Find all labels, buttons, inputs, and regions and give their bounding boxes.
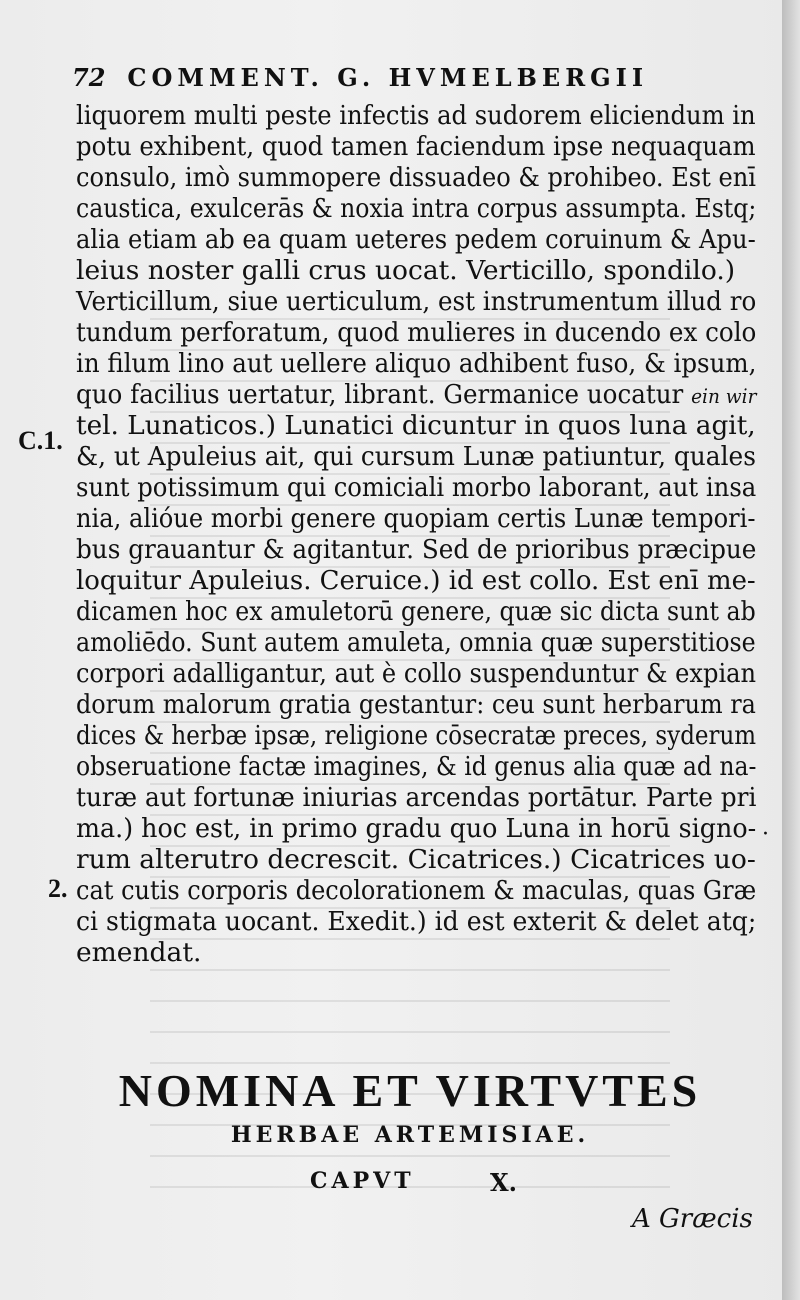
text-line	[76, 379, 757, 410]
text-line: potu exhibent, quod tamen faciendum ipse nequaquam	[76, 131, 756, 162]
italic-gloss: ein wir	[691, 384, 757, 408]
page-number: 72	[72, 63, 106, 92]
text-line: leius noster galli crus uocat. Verticillo, spondilo.)	[76, 255, 736, 286]
catchword: A Græcis	[632, 1204, 753, 1234]
text-line: dices & herbæ ipsæ, religione cōsecratæ preces, syderum	[76, 720, 757, 751]
text-line: tundum perforatum, quod mulieres in ducendo ex colo	[76, 317, 757, 348]
text-line: ma.) hoc est, in primo gradu quo Luna in horū signo-	[76, 813, 757, 844]
section-title: NOMINA ET VIRTVTES	[118, 1065, 702, 1116]
section-subtitle: HERBAE ARTEMISIAE.	[230, 1122, 590, 1148]
text-line: obseruatione factæ imagines, & id genus alia quæ ad na-	[76, 751, 757, 782]
running-title: COMMENT. G. HVMELBERGII	[127, 63, 649, 92]
text-line: Verticillum, siue uerticulum, est instrumentum illud ro	[76, 286, 757, 317]
text-line: consulo, imò summopere dissuadeo & prohibeo. Est enī	[76, 162, 756, 193]
text-line: nia, alióue morbi genere quopiam certis Lunæ tempori-	[76, 503, 756, 534]
text-line: dorum malorum gratia gestantur: ceu sunt herbarum ra	[76, 689, 756, 720]
marginal-note-2: 2.	[48, 874, 68, 903]
text-line: rum alterutro decrescit. Cicatrices.) Cicatrices uo-	[76, 844, 756, 875]
body-text	[76, 100, 756, 968]
text-line: corpori adalligantur, aut è collo suspenduntur & expian	[76, 658, 757, 689]
text-line: turæ aut fortunæ iniurias arcendas portātur. Parte pri	[76, 782, 757, 813]
text-line-main: quo facilius uertatur, librant. Germanice uocatur	[76, 379, 684, 410]
text-line: tel. Lunaticos.) Lunatici dicuntur in quos luna agit,	[76, 410, 756, 441]
chapter-number: X.	[490, 1168, 517, 1197]
text-line: bus grauantur & agitantur. Sed de prioribus præcipue	[76, 534, 757, 565]
text-line: sunt potissimum qui comiciali morbo laborant, aut insa	[76, 472, 757, 503]
text-line: dicamen hoc ex amuletorū genere, quæ sic dicta sunt ab	[76, 596, 756, 627]
text-line: &, ut Apuleius ait, qui cursum Lunæ patiuntur, quales	[76, 441, 756, 472]
page-edge	[782, 0, 800, 1300]
text-line: loquitur Apuleius. Ceruice.) id est collo. Est enī me-	[76, 565, 756, 596]
marginal-note-c1: C.1.	[18, 426, 63, 455]
text-line: caustica, exulcerās & noxia intra corpus assumpta. Estq;	[76, 193, 757, 224]
text-line: emendat.	[76, 937, 202, 968]
text-line: amoliēdo. Sunt autem amuleta, omnia quæ superstitiose	[76, 627, 756, 658]
running-header	[72, 63, 648, 92]
text-line: in filum lino aut uellere aliquo adhibent fuso, & ipsum,	[76, 348, 757, 379]
text-line: ci stigmata uocant. Exedit.) id est exterit & delet atq;	[76, 906, 757, 937]
chapter-label: CAPVT	[310, 1168, 415, 1194]
text-line: alia etiam ab ea quam ueteres pedem coruinum & Apu-	[76, 224, 756, 255]
margin-dot: ·	[762, 822, 769, 847]
text-line: liquorem multi peste infectis ad sudorem eliciendum in	[76, 100, 756, 131]
text-line: cat cutis corporis decolorationem & maculas, quas Græ	[76, 875, 757, 906]
